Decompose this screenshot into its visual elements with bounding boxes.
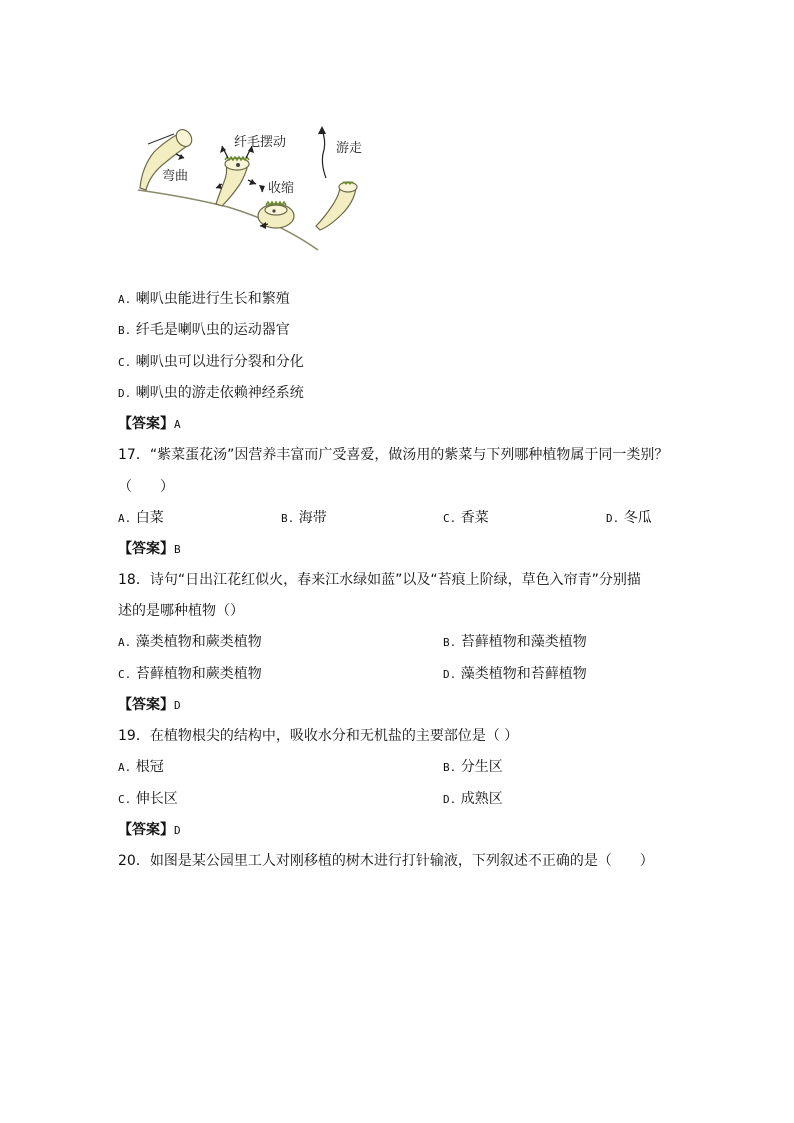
option-label: B. [443, 761, 457, 774]
q20-stem: 20．如图是某公园里工人对刚移植的树木进行打针输液，下列叙述不正确的是（ ） [118, 853, 654, 869]
option-text: 喇叭虫可以进行分裂和分化 [135, 354, 304, 370]
q18-stem-cont: 述的是哪种植物（） [118, 603, 244, 619]
label-cilia: 纤毛摆动 [234, 135, 287, 150]
label-swim: 游走 [336, 141, 363, 156]
answer-label: 【答案】 [118, 822, 174, 838]
q16-option-b [118, 321, 290, 340]
option-text: 藻类植物和蕨类植物 [135, 634, 262, 650]
option-text: 冬瓜 [623, 510, 652, 526]
q16-answer [118, 415, 181, 434]
q16-option-c [118, 353, 304, 372]
q17-option-c [443, 509, 489, 528]
q19-option-a [118, 758, 164, 777]
q18-answer [118, 696, 181, 715]
answer-label: 【答案】 [118, 416, 174, 432]
q17-option-b [281, 509, 327, 528]
q17-option-d [606, 509, 652, 528]
answer-value: B [174, 543, 181, 556]
option-label: C. [118, 793, 132, 806]
q19-option-b [443, 758, 503, 777]
q18-option-d [443, 665, 587, 684]
label-bend: 弯曲 [162, 169, 189, 184]
q18-option-c [118, 665, 262, 684]
option-label: A. [118, 512, 132, 525]
option-label: C. [118, 668, 132, 681]
option-text: 成熟区 [460, 791, 503, 807]
q19-option-d [443, 790, 503, 809]
option-label: C. [118, 356, 132, 369]
option-label: A. [118, 636, 132, 649]
option-text: 藻类植物和苔藓植物 [460, 666, 587, 682]
q16-option-a [118, 290, 290, 309]
answer-value: D [174, 824, 181, 837]
answer-value: D [174, 699, 181, 712]
stentor-figure [128, 122, 378, 252]
q17-option-a [118, 509, 164, 528]
option-label: B. [281, 512, 295, 525]
option-text: 纤毛是喇叭虫的运动器官 [135, 322, 290, 338]
option-text: 苔藓植物和藻类植物 [460, 634, 587, 650]
option-label: B. [443, 636, 457, 649]
answer-label: 【答案】 [118, 541, 174, 557]
q18-option-b [443, 633, 587, 652]
option-text: 根冠 [135, 759, 164, 775]
option-text: 喇叭虫的游走依赖神经系统 [135, 385, 304, 401]
q17-stem: 17．“紫菜蛋花汤”因营养丰富而广受喜爱，做汤用的紫菜与下列哪种植物属于同一类别？ [118, 447, 669, 463]
option-text: 伸长区 [135, 791, 178, 807]
option-text: 喇叭虫能进行生长和繁殖 [135, 291, 290, 307]
option-label: A. [118, 293, 132, 306]
q18-option-a [118, 633, 262, 652]
q17-stem-blank: （ ） [118, 479, 174, 495]
option-label: C. [443, 512, 457, 525]
cilia-stentor [216, 146, 256, 206]
stentor-illustration [128, 122, 378, 252]
option-label: A. [118, 761, 132, 774]
option-text: 苔藓植物和蕨类植物 [135, 666, 262, 682]
q16-option-d [118, 384, 304, 403]
q18-stem: 18．诗句“日出江花红似火，春来江水绿如蓝”以及“苔痕上阶绿，草色入帘青”分别描 [118, 572, 641, 588]
q19-answer [118, 821, 181, 840]
q19-stem: 19．在植物根尖的结构中，吸收水分和无机盐的主要部位是（ ） [118, 728, 519, 744]
option-label: D. [118, 387, 132, 400]
option-label: D. [443, 668, 457, 681]
q17-answer [118, 540, 181, 559]
option-label: D. [443, 793, 457, 806]
option-label: D. [606, 512, 620, 525]
option-text: 香菜 [460, 510, 489, 526]
option-text: 分生区 [460, 759, 503, 775]
option-label: B. [118, 324, 132, 337]
answer-label: 【答案】 [118, 697, 174, 713]
answer-value: A [174, 418, 181, 431]
label-contract: 收缩 [268, 181, 295, 196]
option-text: 海带 [298, 510, 327, 526]
option-text: 白菜 [135, 510, 164, 526]
q19-option-c [118, 790, 178, 809]
